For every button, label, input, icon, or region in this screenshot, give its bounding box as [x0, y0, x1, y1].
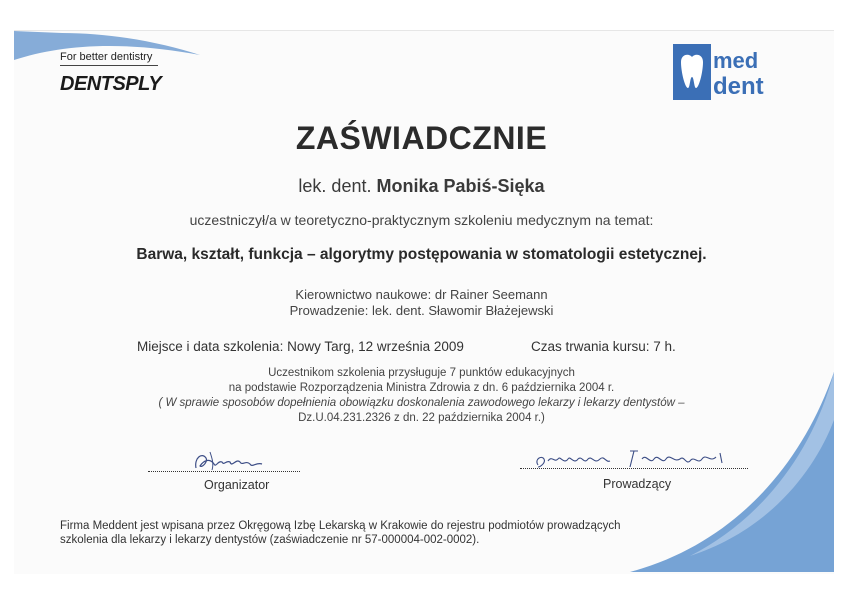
meddent-logo-top: med [713, 48, 759, 73]
organizer-label: Organizator [204, 478, 270, 492]
meddent-logo-bottom: dent [713, 73, 764, 100]
scientific-lead: Kierownictwo naukowe: dr Rainer Seemann [295, 287, 548, 302]
recipient-line [0, 176, 843, 197]
lead-signature [530, 441, 760, 477]
footer-line-1: Firma Meddent jest wpisana przez Okręgową Izbę Lekarską w Krakowie do rejestru podmiotów prowadzących [60, 520, 621, 532]
points-line-3: ( W sprawie sposobów dopełnienia obowiązku doskonalenia zawodowego lekarzy i lekarzy dentystów – [158, 397, 685, 409]
footer-line-2: szkolenia dla lekarzy i lekarzy dentystów (zaświadczenie nr 57-000004-002-0002). [60, 534, 480, 546]
course-duration: Czas trwania kursu: 7 h. [531, 339, 676, 354]
lead-signature-line [520, 468, 748, 469]
organizer-signature-line [148, 471, 300, 472]
place-and-date: Miejsce i data szkolenia: Nowy Targ, 12 września 2009 [137, 339, 464, 354]
recipient-name: Monika Pabiś-Sięka [376, 176, 545, 196]
participation-text: uczestniczył/a w teoretyczno-praktycznym szkoleniu medycznym na temat: [189, 212, 654, 228]
points-line-4: Dz.U.04.231.2326 z dn. 22 października 2004 r.) [298, 412, 545, 424]
dentsply-logo: DENTSPLY [60, 73, 162, 95]
meddent-logo [673, 44, 773, 100]
certificate-title: ZAŚWIADCZNIE [295, 120, 548, 156]
dentsply-divider [60, 65, 158, 66]
points-line-1: Uczestnikom szkolenia przysługuje 7 punktów edukacyjnych [268, 367, 575, 379]
dentsply-tagline: For better dentistry [60, 51, 153, 63]
lead-label: Prowadzący [603, 477, 672, 491]
course-lead: Prowadzenie: lek. dent. Sławomir Błażejewski [289, 303, 554, 318]
recipient-prefix: lek. dent. [298, 176, 372, 196]
course-topic: Barwa, kształt, funkcja – algorytmy postępowania w stomatologii estetycznej. [136, 246, 707, 263]
points-line-2: na podstawie Rozporządzenia Ministra Zdrowia z dn. 6 października 2004 r. [228, 382, 615, 394]
